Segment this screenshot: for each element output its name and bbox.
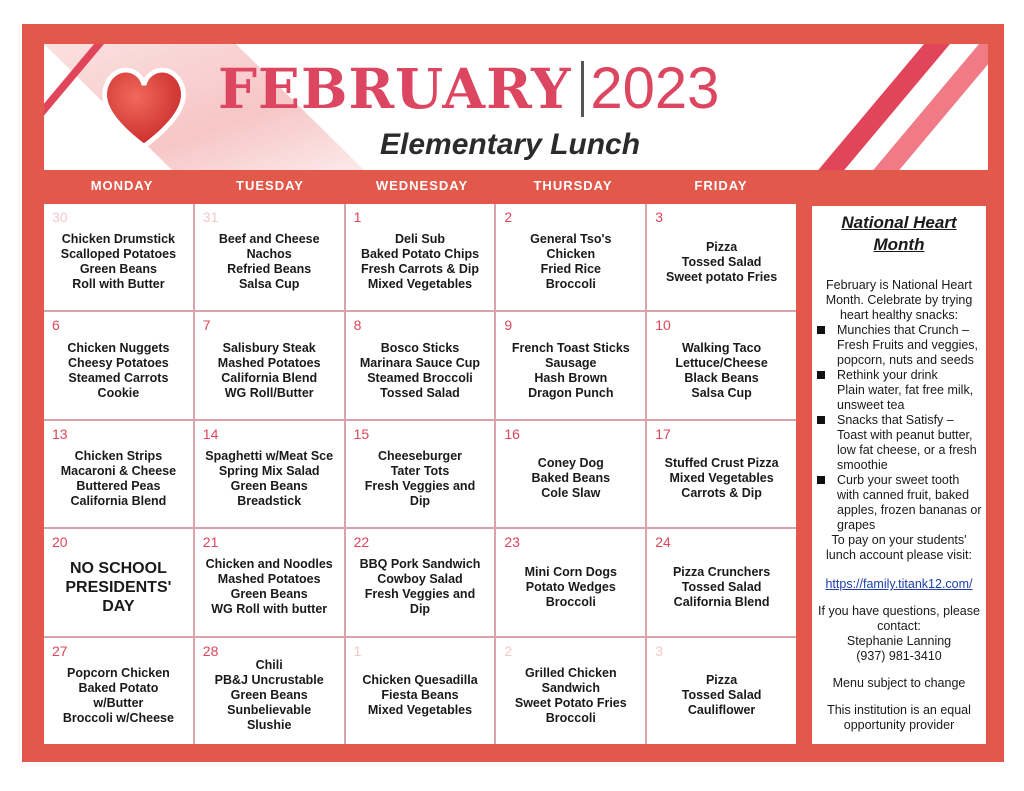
menu-item: Cookie xyxy=(97,385,140,400)
calendar-day-cell xyxy=(346,638,495,744)
menu-item: Carrots & Dip xyxy=(681,486,762,501)
calendar-day-cell xyxy=(496,529,645,635)
calendar-day-cell xyxy=(44,421,193,527)
contact-name: Stephanie Lanning xyxy=(846,634,952,648)
calendar-day-cell xyxy=(195,638,344,744)
calendar-day-cell xyxy=(44,529,193,635)
contact-phone: (937) 981-3410 xyxy=(856,649,942,663)
menu-item: Chicken xyxy=(546,247,596,262)
tip-item xyxy=(815,323,983,368)
menu-item: Green Beans xyxy=(230,688,308,703)
menu-item: Mashed Potatoes xyxy=(217,355,321,370)
menu-item: Tater Tots xyxy=(390,463,450,478)
menu-item: Macaroni & Cheese xyxy=(60,463,177,478)
menu-item: BBQ Pork Sandwich xyxy=(359,557,481,572)
day-number: 7 xyxy=(202,317,211,334)
calendar-day-cell xyxy=(496,312,645,418)
day-number: 2 xyxy=(504,209,513,225)
menu-item: Broccoli w/Cheese xyxy=(62,710,174,725)
menu-item: Steamed Broccoli xyxy=(367,370,473,385)
calendar-day-cell xyxy=(647,421,796,527)
day-number: 22 xyxy=(353,534,370,551)
menu-item: Scalloped Potatoes xyxy=(60,247,177,262)
title-year: 2023 xyxy=(590,56,720,121)
menu-item: Spaghetti w/Meat Sce xyxy=(205,448,334,463)
calendar-day-cell xyxy=(647,529,796,635)
menu-item: Cole Slaw xyxy=(541,486,601,501)
menu-item: Grilled Chicken xyxy=(524,665,617,680)
calendar-day-cell xyxy=(195,312,344,418)
menu-item: Tossed Salad xyxy=(681,579,762,594)
menu-item: Broccoli xyxy=(545,277,596,292)
page-title xyxy=(218,58,719,120)
day-number: 28 xyxy=(202,642,219,659)
calendar-day-cell xyxy=(647,638,796,744)
menu-item: PB&J Uncrustable xyxy=(214,673,324,688)
menu-item: WG Roll with butter xyxy=(211,602,328,617)
menu-item: California Blend xyxy=(221,370,318,385)
menu-item: Sunbelievable xyxy=(227,703,312,718)
menu-item: Pizza xyxy=(705,673,738,688)
tip-body: Plain water, fat free milk, unsweet tea xyxy=(837,383,974,412)
day-number: 14 xyxy=(202,425,219,442)
menu-item: Dip xyxy=(409,493,431,508)
calendar-day-cell xyxy=(496,421,645,527)
pay-link[interactable]: https://family.titank12.com/ xyxy=(825,577,973,591)
day-number: 20 xyxy=(52,534,68,551)
menu-item: Tossed Salad xyxy=(681,254,762,269)
snack-tips-list xyxy=(815,323,983,533)
menu-item: Potato Wedges xyxy=(525,579,616,594)
menu-item: Mixed Vegetables xyxy=(669,471,774,486)
menu-item: Steamed Carrots xyxy=(68,370,169,385)
menu-item: Chicken Strips xyxy=(74,448,163,463)
menu-item: Cowboy Salad xyxy=(377,572,463,587)
menu-item: Chili xyxy=(255,658,283,673)
day-number: 16 xyxy=(504,425,520,442)
day-number: 13 xyxy=(52,425,68,442)
equal-opportunity-note: This institution is an equal opportunity provider xyxy=(827,703,971,732)
menu-item: Fried Rice xyxy=(540,262,601,277)
calendar-grid xyxy=(44,204,796,744)
calendar-day-cell xyxy=(44,312,193,418)
calendar-day-cell xyxy=(195,529,344,635)
menu-item: Marinara Sauce Cup xyxy=(359,355,481,370)
menu-item: Slushie xyxy=(246,718,292,733)
menu-item: Sweet Potato Fries xyxy=(514,695,627,710)
calendar-day-cell xyxy=(44,638,193,744)
menu-item: Salisbury Steak xyxy=(222,340,316,355)
calendar-day-cell xyxy=(647,204,796,310)
tip-body: Toast with peanut butter, low fat cheese, or a fresh smoothie xyxy=(837,428,977,472)
menu-item: Roll with Butter xyxy=(72,277,165,292)
menu-item: NO SCHOOL xyxy=(69,559,167,577)
calendar-day-cell xyxy=(195,421,344,527)
menu-item: Chicken Drumstick xyxy=(61,232,176,247)
day-number: 24 xyxy=(655,534,671,551)
menu-item: California Blend xyxy=(673,594,770,609)
heart-icon xyxy=(96,58,192,154)
menu-item: Chicken and Noodles xyxy=(205,557,333,572)
day-header-friday: FRIDAY xyxy=(694,178,748,193)
menu-item: Green Beans xyxy=(79,262,157,277)
menu-item: Nachos xyxy=(246,247,292,262)
tip-item xyxy=(815,473,983,533)
menu-item: Cauliflower xyxy=(687,703,756,718)
menu-item: Sweet potato Fries xyxy=(666,269,778,284)
day-number: 2 xyxy=(504,642,513,659)
menu-item: General Tso's xyxy=(530,232,612,247)
menu-item: Lettuce/Cheese xyxy=(675,355,768,370)
menu-item: Salsa Cup xyxy=(691,385,752,400)
calendar-day-cell xyxy=(647,312,796,418)
menu-item: Fresh Veggies and xyxy=(364,478,476,493)
menu-item: Spring Mix Salad xyxy=(218,463,320,478)
heart-month-panel xyxy=(812,206,986,744)
menu-item: Black Beans xyxy=(684,370,759,385)
tip-head: Rethink your drink xyxy=(837,368,938,382)
menu-item: Cheesy Potatoes xyxy=(68,355,169,370)
menu-item: Dragon Punch xyxy=(528,385,614,400)
day-header-tuesday: TUESDAY xyxy=(236,178,304,193)
day-number: 30 xyxy=(52,209,68,225)
menu-item: Chicken Nuggets xyxy=(67,340,170,355)
menu-item: Mashed Potatoes xyxy=(217,572,321,587)
tip-item xyxy=(815,368,983,413)
day-number: 21 xyxy=(202,534,219,551)
menu-item: DAY xyxy=(102,597,135,615)
title-month: FEBRUARY xyxy=(218,56,572,121)
calendar-day-cell xyxy=(346,529,495,635)
day-number: 8 xyxy=(353,317,362,334)
panel-intro: February is National Heart Month. Celebrate by trying heart healthy snacks: xyxy=(825,278,973,322)
day-number: 3 xyxy=(655,209,663,225)
day-number: 6 xyxy=(52,317,60,334)
calendar-day-cell xyxy=(44,204,193,310)
menu-item: Walking Taco xyxy=(682,340,762,355)
panel-title-line2: Month xyxy=(873,235,925,254)
title-divider xyxy=(581,61,584,117)
tip-item xyxy=(815,413,983,473)
menu-item: Fiesta Beans xyxy=(381,688,459,703)
page-subtitle: Elementary Lunch xyxy=(380,128,641,161)
tip-head: Snacks that Satisfy – xyxy=(837,413,954,427)
menu-item: Fresh Veggies and xyxy=(364,587,476,602)
menu-item: Popcorn Chicken xyxy=(67,665,170,680)
menu-item: Fresh Carrots & Dip xyxy=(360,262,480,277)
tip-head: Curb your sweet tooth xyxy=(837,473,960,487)
day-number: 15 xyxy=(353,425,370,442)
tip-body: with canned fruit, baked apples, frozen bananas or grapes xyxy=(837,488,982,532)
menu-item: Pizza Crunchers xyxy=(672,564,771,579)
menu-note: Menu subject to change xyxy=(832,676,966,690)
questions-text: If you have questions, please contact: xyxy=(818,604,980,633)
day-number: 9 xyxy=(504,317,513,334)
menu-item: Deli Sub xyxy=(394,232,445,247)
menu-item: French Toast Sticks xyxy=(511,340,630,355)
day-number: 10 xyxy=(655,317,671,334)
day-header-thursday: THURSDAY xyxy=(533,178,613,193)
menu-item: Tossed Salad xyxy=(380,385,460,400)
menu-item: Stuffed Crust Pizza xyxy=(664,456,779,471)
menu-item: Chicken Quesadilla xyxy=(362,673,478,688)
menu-item: Baked Potato xyxy=(78,680,159,695)
menu-item: Hash Brown xyxy=(534,370,608,385)
menu-item: Mixed Vegetables xyxy=(367,703,473,718)
menu-item: Broccoli xyxy=(545,710,596,725)
menu-item: Sausage xyxy=(545,355,597,370)
menu-item: Mixed Vegetables xyxy=(367,277,473,292)
menu-item: Cheeseburger xyxy=(377,448,463,463)
menu-item: Bosco Sticks xyxy=(380,340,460,355)
menu-item: Beef and Cheese xyxy=(218,232,320,247)
calendar-day-cell xyxy=(496,638,645,744)
pay-instructions: To pay on your students' lunch account please visit: xyxy=(826,533,972,562)
menu-item: Coney Dog xyxy=(537,456,604,471)
panel-title-line1: National Heart xyxy=(841,213,957,232)
day-number: 17 xyxy=(655,425,671,442)
day-number: 3 xyxy=(655,642,663,659)
menu-item: Pizza xyxy=(705,239,738,254)
menu-item: Baked Potato Chips xyxy=(360,247,480,262)
tip-body: Fresh Fruits and veggies, popcorn, nuts and seeds xyxy=(837,338,979,367)
calendar-day-cell xyxy=(346,204,495,310)
calendar-day-cell xyxy=(346,312,495,418)
tip-head: Munchies that Crunch – xyxy=(837,323,970,337)
menu-item: Broccoli xyxy=(545,594,596,609)
menu-item: Tossed Salad xyxy=(681,688,762,703)
day-number: 1 xyxy=(353,209,362,225)
menu-item: Sandwich xyxy=(541,680,600,695)
menu-item: WG Roll/Butter xyxy=(224,385,314,400)
day-number: 31 xyxy=(202,209,219,225)
menu-item: Mini Corn Dogs xyxy=(524,564,617,579)
menu-item: Refried Beans xyxy=(227,262,312,277)
menu-item: Green Beans xyxy=(230,587,308,602)
calendar-day-cell xyxy=(346,421,495,527)
menu-item: Salsa Cup xyxy=(238,277,300,292)
day-number: 1 xyxy=(353,642,362,659)
menu-item: Baked Beans xyxy=(531,471,611,486)
menu-item: Dip xyxy=(409,602,431,617)
menu-item: PRESIDENTS' xyxy=(65,578,172,596)
day-header-monday: MONDAY xyxy=(90,178,154,193)
menu-item: California Blend xyxy=(70,493,167,508)
calendar-day-cell xyxy=(195,204,344,310)
menu-item: w/Butter xyxy=(93,695,144,710)
day-number: 27 xyxy=(52,642,68,659)
menu-item: Green Beans xyxy=(230,478,308,493)
calendar-day-cell xyxy=(496,204,645,310)
menu-item: Breadstick xyxy=(237,493,302,508)
day-header-wednesday: WEDNESDAY xyxy=(375,178,469,193)
day-number: 23 xyxy=(504,534,520,551)
menu-item: Buttered Peas xyxy=(76,478,161,493)
